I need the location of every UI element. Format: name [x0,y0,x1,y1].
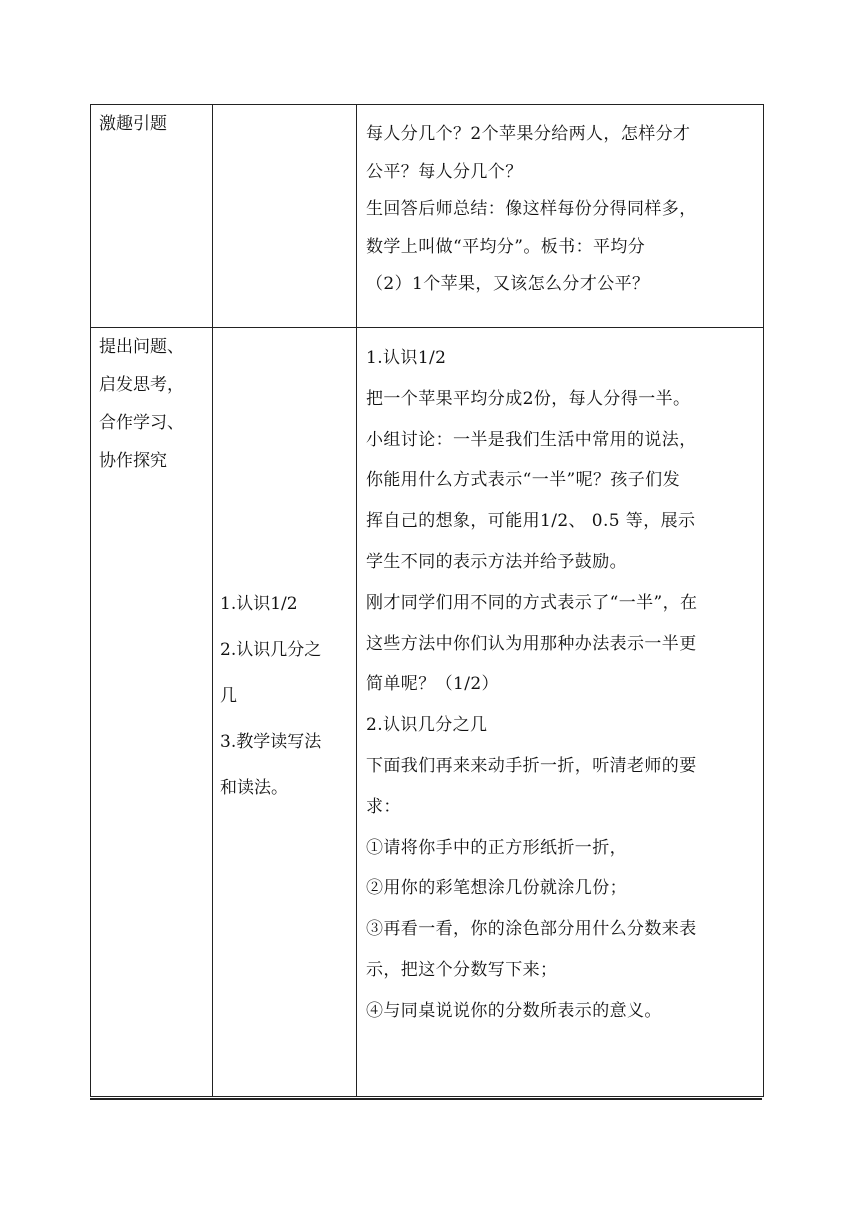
text-line: 1.认识1/2 [366,348,447,368]
content-cell [213,105,357,328]
text-line: 生回答后师总结：像这样每份分得同样多， [366,199,697,219]
activity-cell [357,328,764,1097]
text-line: ①请将你手中的正方形纸折一折， [366,837,627,858]
table-row [91,105,764,328]
table-bottom-border [90,1098,762,1100]
stage-cell [91,105,213,328]
text-line: 数学上叫做“平均分”。板书：平均分 [366,236,646,257]
stage-cell [91,328,213,1097]
text-line: 学生不同的表示方法并给予鼓励。 [366,551,627,572]
text-line: 下面我们再来来动手折一折，听清老师的要 [366,755,697,776]
text-line: 这些方法中你们认为用那种办法表示一半更 [366,633,697,654]
lesson-plan-table [90,104,764,1097]
text-line: 把一个苹果平均分成2份，每人分得一半。 [366,388,691,409]
content-item: 几 [220,686,237,706]
stage-label: 提出问题、 [99,337,184,357]
stage-label: 启发思考， [99,375,184,395]
text-line: 简单呢？（1/2） [366,674,499,695]
content-item: 3.教学读写法 [220,732,322,752]
text-line: 2.认识几分之几 [366,715,488,736]
text-line: ④与同桌说说你的分数所表示的意义。 [366,1000,662,1021]
content-cell [213,328,357,1097]
text-line: 小组讨论：一半是我们生活中常用的说法， [366,429,697,450]
content-item: 2.认识几分之 [220,640,322,660]
text-line: （2）1个苹果，又该怎么分才公平？ [366,274,650,294]
text-line: 公平？每人分几个？ [366,161,523,182]
table-row [91,328,764,1097]
text-line: 挥自己的想象，可能用1/2、 0.5 等，展示 [366,511,696,532]
stage-label: 合作学习、 [99,413,184,433]
stage-label: 协作探究 [99,451,167,471]
activity-cell [357,105,764,328]
text-line: 刚才同学们用不同的方式表示了“一半”，在 [366,592,698,613]
text-line: 示，把这个分数写下来； [366,959,558,980]
text-line: 每人分几个？2个苹果分给两人，怎样分才 [366,124,691,144]
content-item: 和读法。 [220,778,288,798]
content-item: 1.认识1/2 [220,594,298,614]
text-line: ③再看一看，你的涂色部分用什么分数来表 [366,919,697,940]
stage-label: 激趣引题 [99,114,167,134]
text-line: 你能用什么方式表示“一半”呢？孩子们发 [366,470,680,491]
text-line: 求： [366,796,401,817]
text-line: ②用你的彩笔想涂几份就涂几份； [366,878,627,899]
